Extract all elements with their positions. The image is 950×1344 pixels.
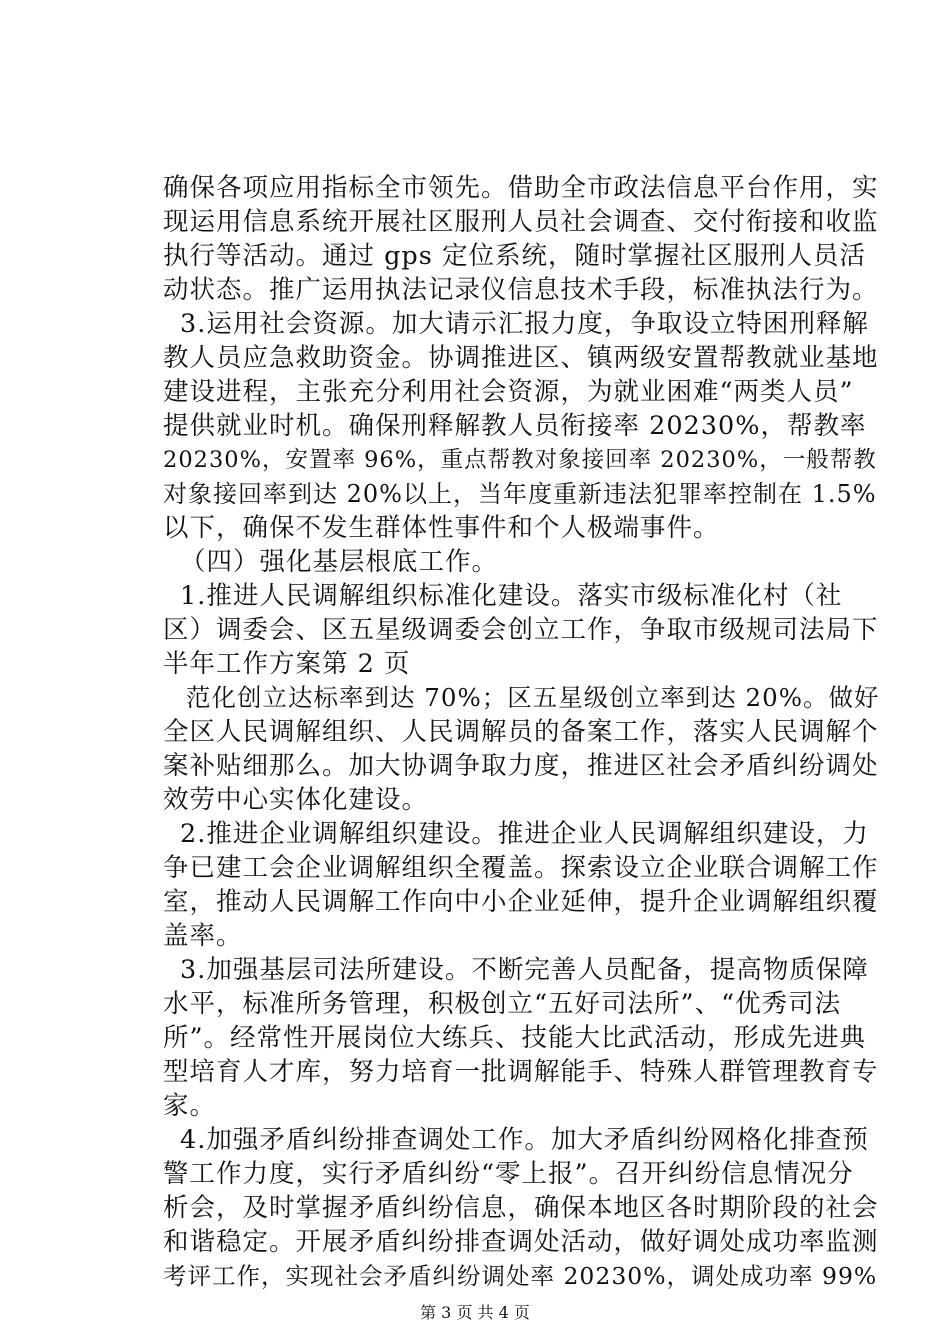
text-line: 确保各项应用指标全市领先。借助全市政法信息平台作用，实 <box>163 173 879 203</box>
text-line: 1.推进人民调解组织标准化建设。落实市级标准化村（社 <box>180 581 843 611</box>
page-footer: 第 3 页 共 4 页 <box>420 1303 530 1322</box>
text-line: 建设进程，主张充分利用社会资源，为就业困难“两类人员” <box>163 377 854 407</box>
text-line: 20230%，安置率 96%，重点帮教对象接回率 20230%，一般帮教 <box>163 447 877 473</box>
text-line: 2.推进企业调解组织建设。推进企业人民调解组织建设，力 <box>180 819 869 849</box>
text-line: 3.加强基层司法所建设。不断完善人员配备，提高物质保障 <box>180 955 869 985</box>
text-line: 对象接回率到达 20%以上，当年度重新违法犯罪率控制在 1.5% <box>163 480 877 508</box>
text-line: 室，推动人民调解工作向中小企业延伸，提升企业调解组织覆 <box>163 887 879 917</box>
text-line: 析会，及时掌握矛盾纠纷信息，确保本地区各时期阶段的社会 <box>163 1193 879 1223</box>
text-line: 案补贴细那么。加大协调争取力度，推进区社会矛盾纠纷调处 <box>163 751 879 781</box>
section-heading: （四）强化基层根底工作。 <box>180 547 499 577</box>
text-line: 动状态。推广运用执法记录仪信息技术手段，标准执法行为。 <box>163 275 879 305</box>
text-line: 和谐稳定。开展矛盾纠纷排查调处活动，做好调处成功率监测 <box>163 1227 879 1257</box>
text-line: 全区人民调解组织、人民调解员的备案工作，落实人民调解个 <box>163 717 879 747</box>
text-line: 执行等活动。通过 gps 定位系统，随时掌握社区服刑人员活 <box>163 241 866 271</box>
text-line: 争已建工会企业调解组织全覆盖。探索设立企业联合调解工作 <box>163 853 879 883</box>
text-line: 考评工作，实现社会矛盾纠纷调处率 20230%，调处成功率 99% <box>163 1262 878 1290</box>
text-line: 效劳中心实体化建设。 <box>163 785 429 815</box>
text-line: 水平，标准所务管理，积极创立“五好司法所”、“优秀司法 <box>163 989 842 1019</box>
text-line: 半年工作方案第 2 页 <box>163 649 411 679</box>
text-line: 提供就业时机。确保刑释解教人员衔接率 20230%，帮教率 <box>163 411 867 441</box>
text-line: 区）调委会、区五星级调委会创立工作，争取市级规司法局下 <box>163 615 879 645</box>
text-line: 教人员应急救助资金。协调推进区、镇两级安置帮教就业基地 <box>163 343 879 373</box>
text-line: 警工作力度，实行矛盾纠纷“零上报”。召开纠纷信息情况分 <box>163 1159 854 1189</box>
text-line: 以下，确保不发生群体性事件和个人极端事件。 <box>163 513 720 543</box>
text-line: 3.运用社会资源。加大请示汇报力度，争取设立特困刑释解 <box>180 309 869 339</box>
text-line: 4.加强矛盾纠纷排查调处工作。加大矛盾纠纷网格化排查预 <box>180 1125 869 1155</box>
text-line: 型培育人才库，努力培育一批调解能手、特殊人群管理教育专 <box>163 1057 879 1087</box>
text-line: 家。 <box>163 1091 217 1121</box>
text-line: 范化创立达标率到达 70%；区五星级创立率到达 20%。做好 <box>186 683 880 712</box>
text-line: 盖率。 <box>163 921 243 951</box>
text-line: 现运用信息系统开展社区服刑人员社会调查、交付衔接和收监 <box>163 207 879 237</box>
text-line: 所”。经常性开展岗位大练兵、技能大比武活动，形成先进典 <box>163 1023 867 1053</box>
